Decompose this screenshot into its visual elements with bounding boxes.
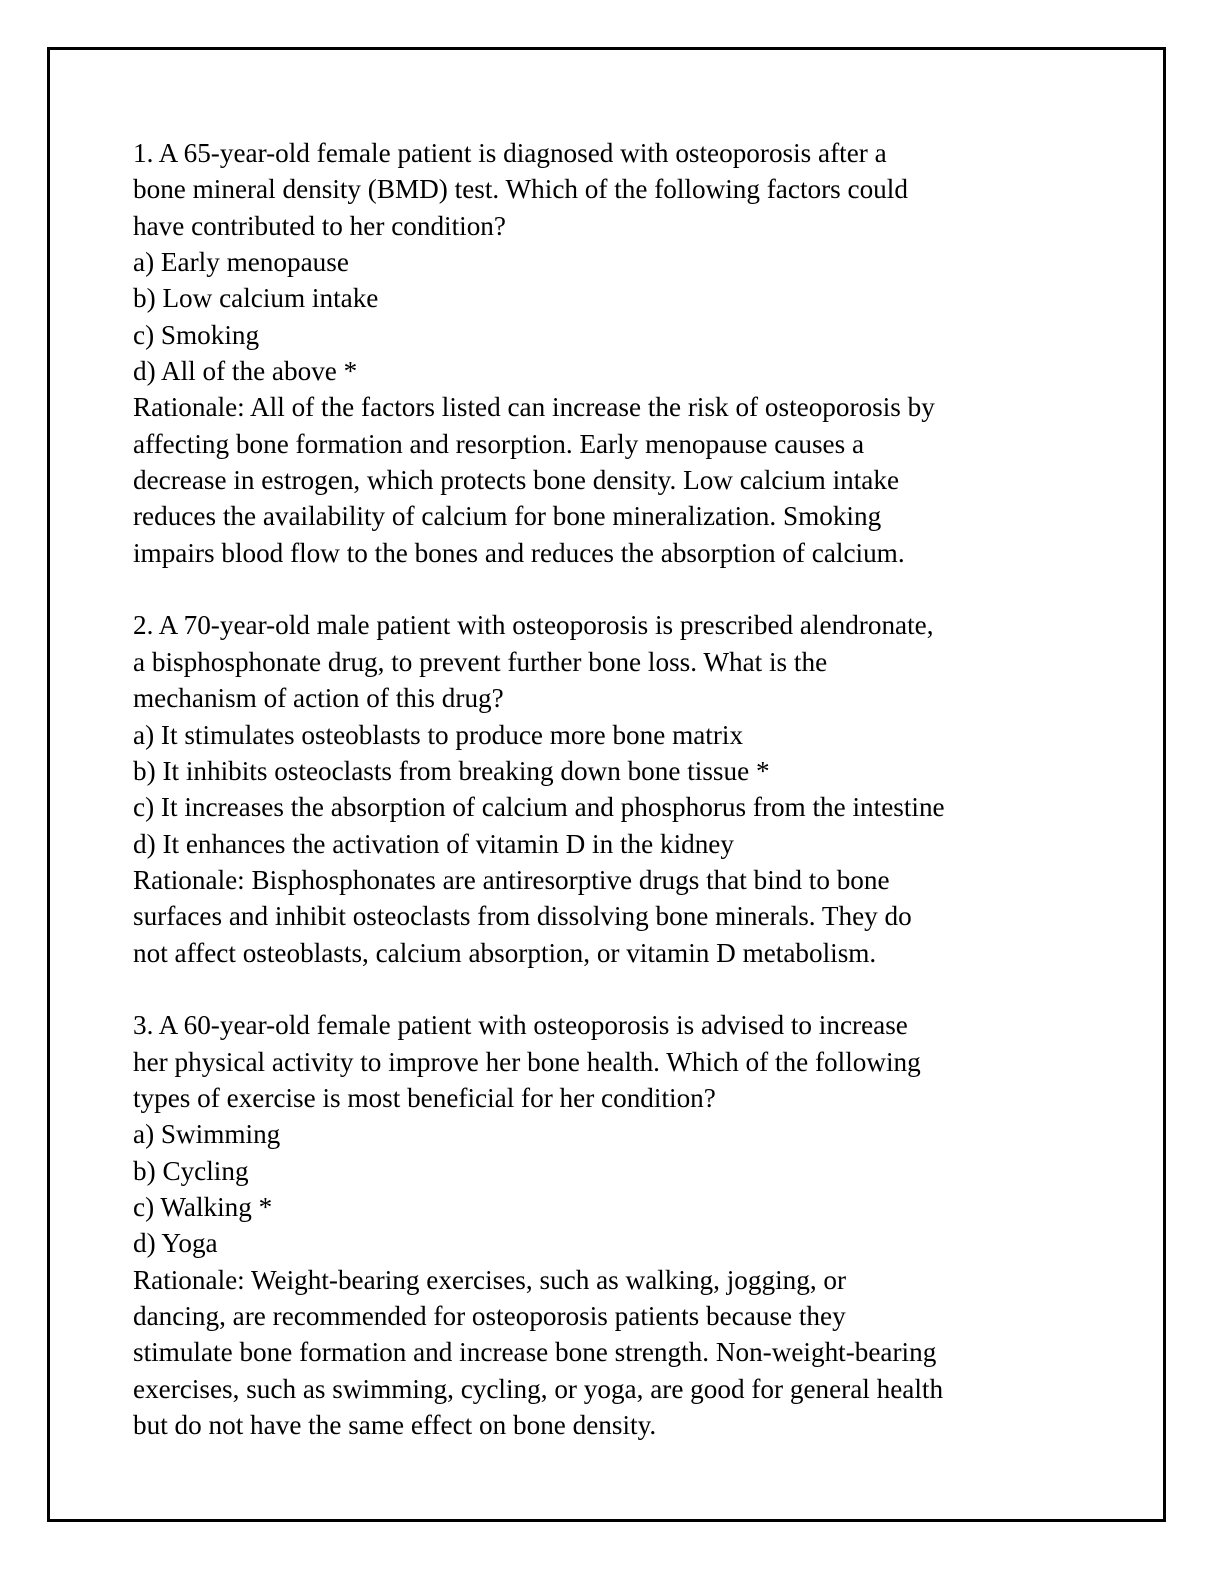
stem-line: bone mineral density (BMD) test. Which of the following factors could xyxy=(133,174,908,205)
rationale-line: Rationale: All of the factors listed can increase the risk of osteoporosis by xyxy=(133,392,935,423)
option-a: a) It stimulates osteoblasts to produce more bone matrix xyxy=(133,719,744,750)
option-d: d) Yoga xyxy=(133,1228,218,1259)
stem-line: 1. A 65-year-old female patient is diagnosed with osteoporosis after a xyxy=(133,138,887,168)
stem-line: types of exercise is most beneficial for her condition? xyxy=(133,1082,716,1113)
answer-options xyxy=(133,717,1133,862)
question-stem xyxy=(133,1007,1133,1116)
rationale-line: reduces the availability of calcium for bone mineralization. Smoking xyxy=(133,501,882,532)
rationale-line: decrease in estrogen, which protects bone density. Low calcium intake xyxy=(133,465,900,496)
option-c-correct: c) Walking * xyxy=(133,1191,273,1222)
question-stem xyxy=(133,135,1133,244)
option-a: a) Early menopause xyxy=(133,247,349,278)
answer-options xyxy=(133,1116,1133,1261)
rationale xyxy=(133,1262,1133,1444)
rationale-line: Rationale: Weight-bearing exercises, such as walking, jogging, or xyxy=(133,1264,847,1295)
rationale-line: stimulate bone formation and increase bone strength. Non-weight-bearing xyxy=(133,1337,937,1368)
rationale-line: impairs blood flow to the bones and reduces the absorption of calcium. xyxy=(133,537,905,568)
stem-line: a bisphosphonate drug, to prevent further bone loss. What is the xyxy=(133,646,828,677)
stem-line: 2. A 70-year-old male patient with osteoporosis is prescribed alendronate, xyxy=(133,610,934,641)
question-2 xyxy=(133,607,1133,970)
question-stem xyxy=(133,607,1133,716)
option-c: c) Smoking xyxy=(133,319,260,350)
option-b-correct: b) It inhibits osteoclasts from breaking down bone tissue * xyxy=(133,755,770,786)
option-b: b) Low calcium intake xyxy=(133,283,379,314)
option-a: a) Swimming xyxy=(133,1119,281,1150)
rationale-line: surfaces and inhibit osteoclasts from dissolving bone minerals. They do xyxy=(133,901,912,932)
rationale xyxy=(133,389,1133,571)
question-1 xyxy=(133,135,1133,571)
option-d-correct: d) All of the above * xyxy=(133,356,358,387)
stem-line: her physical activity to improve her bone health. Which of the following xyxy=(133,1046,921,1077)
rationale-line: but do not have the same effect on bone density. xyxy=(133,1410,657,1441)
stem-line: mechanism of action of this drug? xyxy=(133,683,504,714)
option-d: d) It enhances the activation of vitamin D in the kidney xyxy=(133,828,734,859)
document-body xyxy=(133,135,1133,1480)
rationale-line: dancing, are recommended for osteoporosis patients because they xyxy=(133,1301,846,1331)
rationale-line: exercises, such as swimming, cycling, or yoga, are good for general health xyxy=(133,1373,944,1404)
stem-line: 3. A 60-year-old female patient with osteoporosis is advised to increase xyxy=(133,1010,908,1041)
rationale xyxy=(133,862,1133,971)
option-b: b) Cycling xyxy=(133,1155,249,1186)
rationale-line: not affect osteoblasts, calcium absorption, or vitamin D metabolism. xyxy=(133,937,877,968)
stem-line: have contributed to her condition? xyxy=(133,210,506,241)
rationale-line: Rationale: Bisphosphonates are antiresorptive drugs that bind to bone xyxy=(133,864,890,895)
answer-options xyxy=(133,244,1133,389)
question-3 xyxy=(133,1007,1133,1443)
option-c: c) It increases the absorption of calcium and phosphorus from the intestine xyxy=(133,792,945,823)
rationale-line: affecting bone formation and resorption. Early menopause causes a xyxy=(133,428,865,459)
